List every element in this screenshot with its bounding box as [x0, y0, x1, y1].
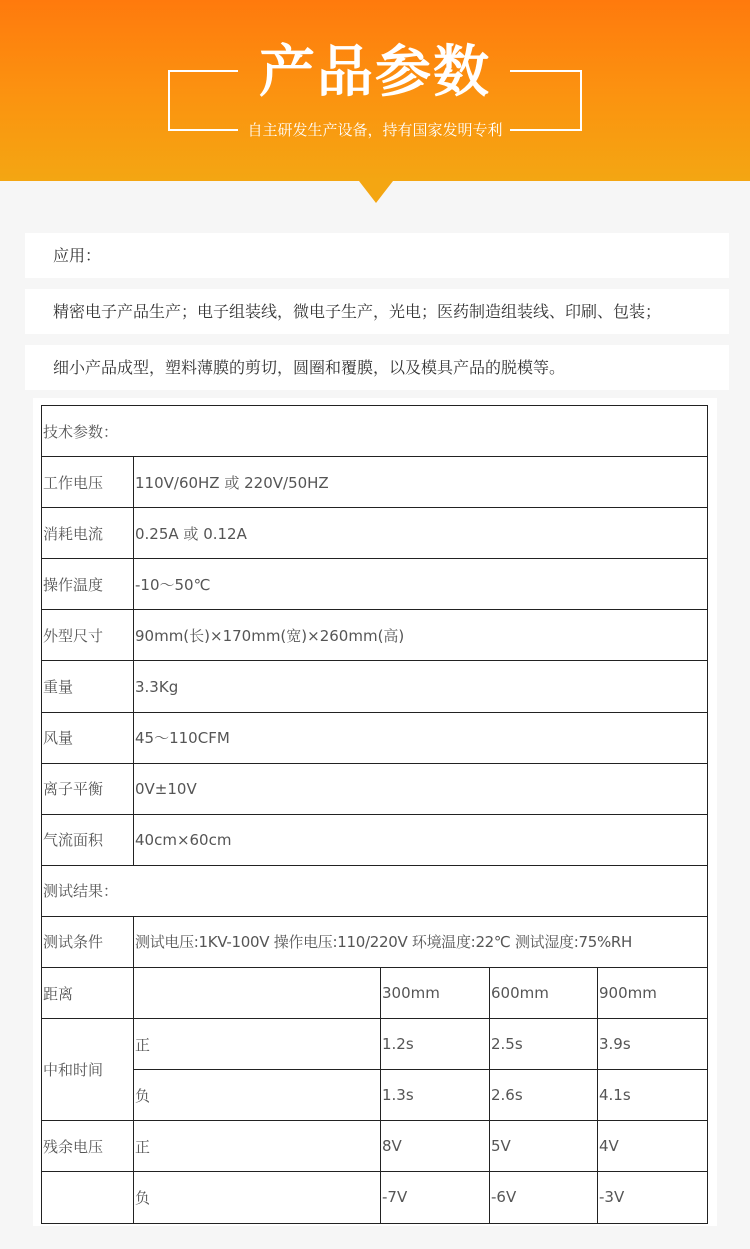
table-row [42, 814, 708, 865]
neutral-time-value: 1.2s [381, 1019, 490, 1070]
table-row [42, 406, 708, 457]
spec-label: 离子平衡 [42, 763, 134, 814]
spec-value: 45～110CFM [134, 712, 708, 763]
table-row [42, 508, 708, 559]
table-row [42, 610, 708, 661]
neutral-time-value: 3.9s [598, 1019, 708, 1070]
table-row [42, 559, 708, 610]
polarity-label: 正 [134, 1121, 381, 1172]
spec-label: 外型尺寸 [42, 610, 134, 661]
table-row [42, 1172, 708, 1223]
table-row [42, 712, 708, 763]
residual-voltage-value: 5V [490, 1121, 598, 1172]
spec-label: 气流面积 [42, 814, 134, 865]
test-conditions-label: 测试条件 [42, 916, 134, 967]
spec-value: 40cm×60cm [134, 814, 708, 865]
distance-value: 600mm [490, 968, 598, 1019]
table-row [42, 1019, 708, 1070]
spec-label: 风量 [42, 712, 134, 763]
spec-label: 消耗电流 [42, 508, 134, 559]
application-label: 应用： [25, 233, 729, 278]
residual-voltage-value: 4V [598, 1121, 708, 1172]
distance-value: 900mm [598, 968, 708, 1019]
spec-value: 90mm(长)×170mm(宽)×260mm(高) [134, 610, 708, 661]
table-row [42, 865, 708, 916]
empty-cell [134, 968, 381, 1019]
polarity-label: 负 [134, 1070, 381, 1121]
spec-section-title: 技术参数： [42, 406, 708, 457]
application-line-2: 细小产品成型，塑料薄膜的剪切，圆圈和覆膜，以及模具产品的脱模等。 [25, 345, 729, 390]
spec-table [41, 405, 708, 1224]
table-row [42, 457, 708, 508]
page-subtitle [0, 119, 750, 141]
test-conditions-value: 测试电压:1KV-100V 操作电压:110/220V 环境温度:22℃ 测试湿度:75%RH [134, 916, 708, 967]
neutral-time-value: 1.3s [381, 1070, 490, 1121]
test-section-title: 测试结果： [42, 865, 708, 916]
residual-voltage-value: -6V [490, 1172, 598, 1223]
subtitle-text: 自主研发生产设备，持有国家发明专利 [247, 121, 503, 139]
table-row [42, 1121, 708, 1172]
residual-voltage-value: -3V [598, 1172, 708, 1223]
spec-value: 0V±10V [134, 763, 708, 814]
table-row [42, 916, 708, 967]
table-row [42, 661, 708, 712]
residual-voltage-label: 残余电压 [42, 1121, 134, 1172]
neutral-time-value: 2.6s [490, 1070, 598, 1121]
table-row [42, 763, 708, 814]
residual-voltage-value: -7V [381, 1172, 490, 1223]
residual-voltage-value: 8V [381, 1121, 490, 1172]
distance-label: 距离 [42, 968, 134, 1019]
page-title: 产品参数 [259, 40, 491, 105]
distance-value: 300mm [381, 968, 490, 1019]
spec-value: 3.3Kg [134, 661, 708, 712]
header-banner [0, 0, 750, 181]
spec-label: 重量 [42, 661, 134, 712]
spec-value: -10～50℃ [134, 559, 708, 610]
table-row [42, 1070, 708, 1121]
neutral-time-value: 2.5s [490, 1019, 598, 1070]
neutral-time-value: 4.1s [598, 1070, 708, 1121]
down-pointer-icon [359, 181, 393, 203]
neutral-time-label: 中和时间 [42, 1019, 134, 1121]
application-line-1: 精密电子产品生产；电子组装线，微电子生产，光电；医药制造组装线、印刷、包装； [25, 289, 729, 334]
spec-label: 操作温度 [42, 559, 134, 610]
spec-value: 0.25A 或 0.12A [134, 508, 708, 559]
polarity-label: 负 [134, 1172, 381, 1223]
polarity-label: 正 [134, 1019, 381, 1070]
empty-cell [42, 1172, 134, 1223]
spec-label: 工作电压 [42, 457, 134, 508]
spec-value: 110V/60HZ 或 220V/50HZ [134, 457, 708, 508]
table-row [42, 968, 708, 1019]
